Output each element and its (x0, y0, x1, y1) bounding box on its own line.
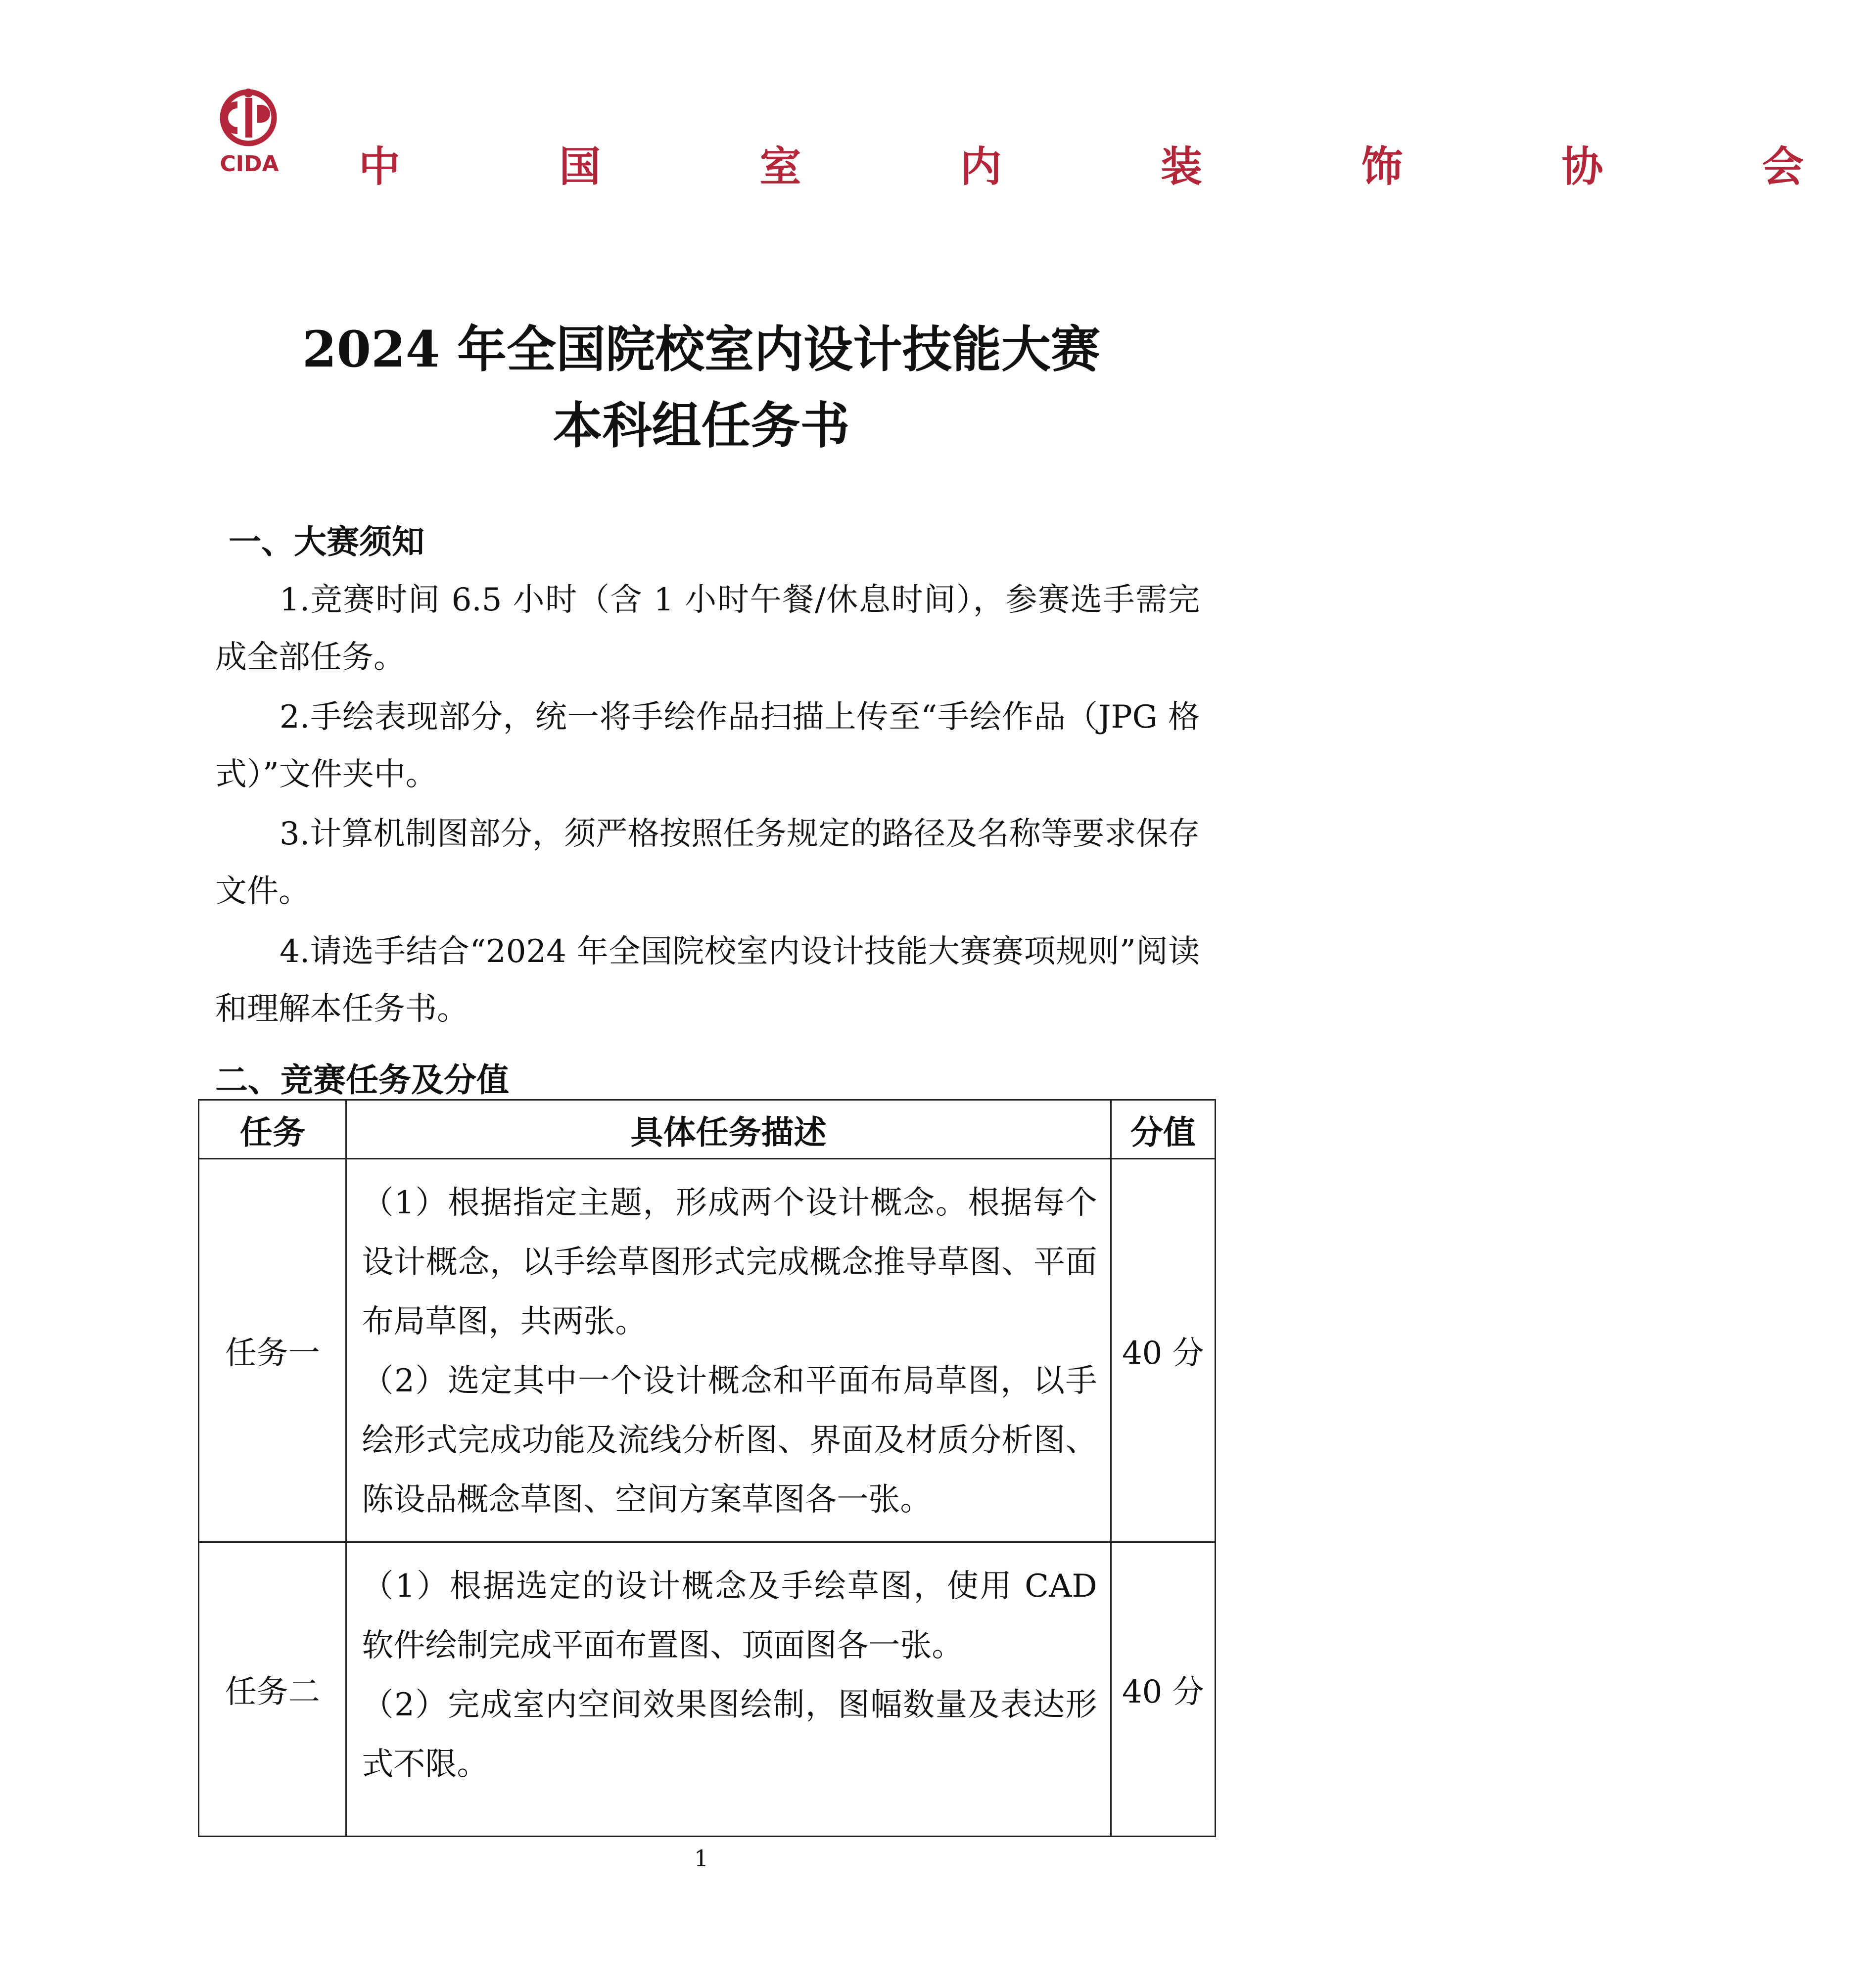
header-description: 具体任务描述 (346, 1100, 1111, 1159)
page-number: 1 (694, 1845, 709, 1872)
notice-item-1: 1.竞赛时间 6.5 小时（含 1 小时午餐/休息时间），参赛选手需完成全部任务。 (215, 582, 1200, 676)
task-description-item: （2）完成室内空间效果图绘制，图幅数量及表达形式不限。 (362, 1687, 1097, 1783)
table-row (199, 1542, 1216, 1837)
task-name: 任务一 (199, 1159, 346, 1542)
cida-logo-icon (209, 87, 290, 175)
task-description-item: （1）根据选定的设计概念及手绘草图，使用 CAD 软件绘制完成平面布置图、顶面图各一张。 (362, 1568, 1097, 1664)
notice-item-3: 3.计算机制图部分，须严格按照任务规定的路径及名称等要求保存文件。 (215, 816, 1200, 910)
header-score: 分值 (1111, 1100, 1215, 1159)
tasks-table (198, 1099, 1216, 1837)
organization-name: 中 国 室 内 装 饰 协 会 (359, 142, 1876, 191)
section1-heading: 一、大赛须知 (229, 523, 424, 561)
task-description-item: （1）根据指定主题，形成两个设计概念。根据每个设计概念，以手绘草图形式完成概念推导草图、平面布局草图，共两张。 (362, 1185, 1097, 1340)
logo-text: CIDA (220, 151, 279, 177)
document-title-line2: 本科组任务书 (553, 396, 850, 455)
header-task: 任务 (199, 1100, 346, 1159)
task-description-item: （2）选定其中一个设计概念和平面布局草图，以手绘形式完成功能及流线分析图、界面及材质分析图、陈设品概念草图、空间方案草图各一张。 (362, 1363, 1097, 1518)
task-name: 任务二 (199, 1542, 346, 1837)
notice-item-2: 2.手绘表现部分，统一将手绘作品扫描上传至“手绘作品（JPG 格式）”文件夹中。 (215, 699, 1200, 793)
table-header-row (199, 1100, 1216, 1159)
notice-item-4: 4.请选手结合“2024 年全国院校室内设计技能大赛赛项规则”阅读和理解本任务书。 (215, 933, 1200, 1027)
task-description (346, 1542, 1111, 1837)
task-score: 40 分 (1111, 1542, 1215, 1837)
cida-logo (209, 87, 290, 175)
section2-heading: 二、竞赛任务及分值 (215, 1061, 509, 1099)
task-score: 40 分 (1111, 1159, 1215, 1542)
table-row (199, 1159, 1216, 1542)
document-title-line1: 2024 年全国院校室内设计技能大赛 (302, 320, 1101, 378)
task-description (346, 1159, 1111, 1542)
